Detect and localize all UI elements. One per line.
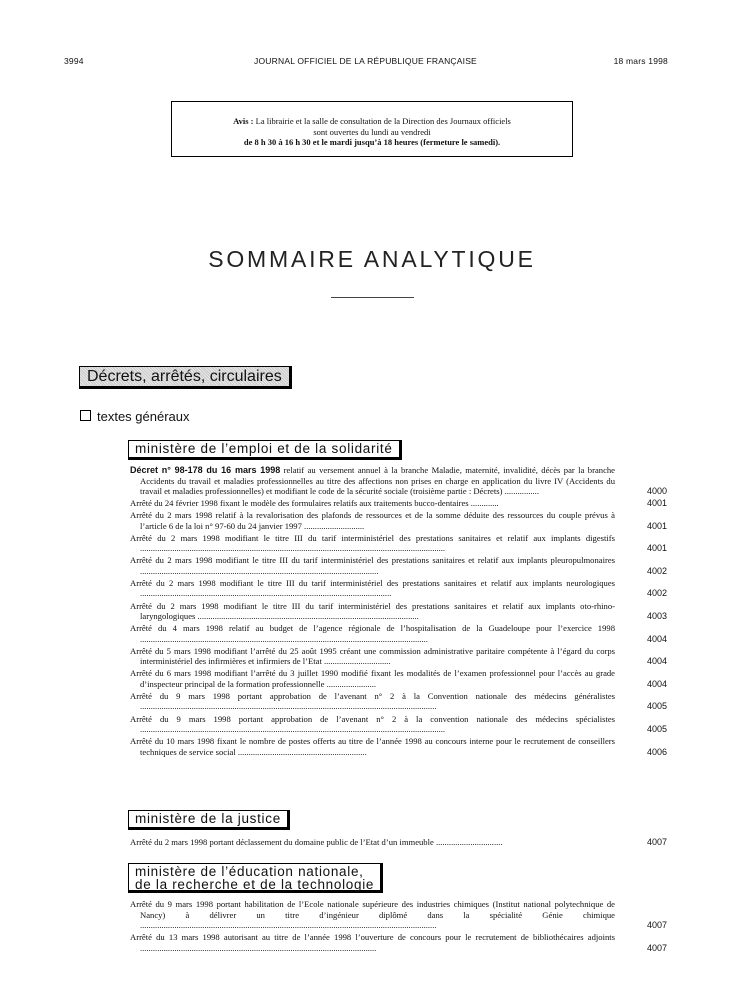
ministry-heading-justice: ministère de la justice: [128, 810, 290, 830]
entry-text: [130, 465, 615, 497]
entry-page-number: 4007: [646, 837, 667, 847]
subsection-heading: [80, 409, 190, 424]
entry-body: relatif au versement annuel à la branche Maladie, maternité, invalidité, décès par la branche Accidents du travail et maladies professionnelles au titre des affections non prises en charge en application du livre IV (Accidents du travail et maladies professionnelles) et modifiant le code de la sécurité sociale (troisième partie : Décrets) ................: [140, 465, 615, 496]
notice-line-2: sont ouvertes du lundi au vendredi: [313, 126, 431, 137]
summary-entry: [130, 623, 667, 644]
notice-hours: de 8 h 30 à 16 h 30 et le mardi jusqu’à 18 heures (fermeture le samedi).: [243, 137, 501, 147]
issue-date: 18 mars 1998: [613, 56, 668, 66]
entry-text: Arrêté du 9 mars 1998 portant approbation de l’avenant n° 2 à la convention nationale des médecins spécialistes ..............................................................................................................................................: [130, 713, 615, 735]
ministry-heading-emploi: ministère de l’emploi et de la solidarité: [128, 440, 402, 460]
summary-entry: [130, 932, 667, 953]
entry-text: Arrêté du 2 mars 1998 portant déclassement du domaine public de l’Etat d’un immeuble ...............................: [130, 837, 503, 847]
ministry-heading-education-line-1: ministère de l’éducation nationale,: [135, 864, 364, 879]
summary-entry: [130, 555, 667, 576]
entry-text: Arrêté du 10 mars 1998 fixant le nombre de postes offerts au titre de l’année 1998 au concours interne pour le recrutement de conseillers techniques de service social ............................................................: [130, 736, 615, 757]
entry-page-number: 4007: [646, 920, 667, 930]
summary-entry: [130, 668, 667, 689]
notice-line-3: [172, 137, 572, 148]
entries-justice: [130, 837, 667, 849]
ministry-heading-education: [128, 863, 383, 893]
notice-label: Avis :: [233, 116, 254, 126]
notice-box: [171, 101, 573, 157]
entry-page-number: 4003: [646, 611, 667, 622]
checkbox-square-icon: [80, 410, 91, 421]
entry-page-number: 4002: [646, 588, 667, 599]
entry-page-number: 4001: [646, 520, 667, 531]
entry-lead: Décret n° 98-178 du 16 mars 1998: [130, 465, 281, 475]
entry-page-number: 4005: [646, 701, 667, 712]
summary-entry: [130, 646, 667, 667]
entry-text: Arrêté du 2 mars 1998 relatif à la revalorisation des plafonds de ressources et de la somme déduite des ressources du couple prévus à l’article 6 de la loi n° 97-60 du 24 janvier 1997 ............................: [130, 510, 615, 531]
entry-text: Arrêté du 5 mars 1998 modifiant l’arrêté du 25 août 1995 créant une commission administrative paritaire compétente à l’égard du corps interministériel des infirmières et infirmiers de l’Etat ...............................: [130, 645, 615, 667]
entry-page-number: 4006: [646, 746, 667, 757]
entry-text: Arrêté du 24 février 1998 fixant le modèle des formulaires relatifs aux traitements bucco-dentaires .............: [130, 498, 499, 509]
entry-text: Arrêté du 2 mars 1998 modifiant le titre III du tarif interministériel des prestations sanitaires et relatif aux implants oto-rhino-laryngologiques .......................................................................................................: [130, 600, 615, 622]
entry-text: Arrêté du 4 mars 1998 relatif au budget de l’agence régionale de l’hospitalisation de la Guadeloupe pour l’exercice 1998 ......................................................................................................................................: [130, 623, 615, 644]
entry-page-number: 4001: [646, 498, 667, 509]
entry-text: Arrêté du 2 mars 1998 modifiant le titre III du tarif interministériel des prestations sanitaires et relatif aux implants neurologiques .....................................................................................................................: [130, 577, 615, 599]
entry-page-number: 4007: [646, 942, 667, 953]
notice-line-1: [172, 116, 572, 127]
summary-entry: [130, 601, 667, 622]
summary-entry: [130, 714, 667, 735]
notice-text-1: La librairie et la salle de consultation de la Direction des Journaux officiels: [255, 116, 511, 126]
entries-education: [130, 899, 667, 955]
entry-text: Arrêté du 9 mars 1998 portant habilitation de l’Ecole nationale supérieure des industries chimiques (Institut national polytechnique de Nancy) à délivrer un titre d’ingénieur diplômé dans la spécialité Génie chimique ..........................................................................................................................................: [130, 899, 615, 930]
entry-page-number: 4001: [646, 543, 667, 554]
page-title: SOMMAIRE ANALYTIQUE: [208, 246, 536, 272]
summary-entry: [130, 837, 667, 848]
entry-page-number: 4002: [646, 565, 667, 576]
page-number: 3994: [64, 56, 84, 66]
summary-entry: [130, 465, 667, 497]
title-rule: [331, 297, 414, 298]
ministry-heading-education-line-2: de la recherche et de la technologie: [135, 877, 375, 892]
entries-emploi: [130, 465, 667, 759]
entry-page-number: 4004: [646, 656, 667, 667]
summary-entry: [130, 736, 667, 757]
entry-page-number: 4004: [646, 633, 667, 644]
entry-text: Arrêté du 13 mars 1998 autorisant au titre de l’année 1998 l’ouverture de concours pour le recrutement de bibliothécaires adjoints ..............................................................................................................: [130, 932, 615, 953]
journal-title: JOURNAL OFFICIEL DE LA RÉPUBLIQUE FRANÇAISE: [254, 56, 477, 66]
entry-text: Arrêté du 9 mars 1998 portant approbation de l’avenant n° 2 à la Convention nationale des médecins généralistes ..........................................................................................................................................: [130, 690, 615, 712]
summary-entry: [130, 899, 667, 931]
summary-entry: [130, 510, 667, 531]
entry-page-number: 4004: [646, 678, 667, 689]
entry-page-number: 4000: [646, 486, 667, 496]
summary-entry: [130, 691, 667, 712]
entry-text: Arrêté du 6 mars 1998 modifiant l’arrêté du 3 juillet 1990 modifié fixant les modalités de l’examen professionnel pour l’accès au grade d’inspecteur principal de la formation professionnelle .......................: [130, 668, 615, 689]
summary-entry: [130, 533, 667, 554]
entry-page-number: 4005: [646, 724, 667, 735]
summary-entry: [130, 498, 667, 509]
summary-entry: [130, 578, 667, 599]
entry-text: Arrêté du 2 mars 1998 modifiant le titre III du tarif interministériel des prestations sanitaires et relatif aux implants pleuropulmonaires ...............................................................................................................: [130, 555, 615, 576]
subsection-label: textes généraux: [97, 409, 190, 424]
entry-text: Arrêté du 2 mars 1998 modifiant le titre III du tarif interministériel des prestations sanitaires et relatif aux implants digestifs ..............................................................................................................................................: [130, 532, 615, 554]
section-banner: Décrets, arrêtés, circulaires: [79, 366, 292, 389]
